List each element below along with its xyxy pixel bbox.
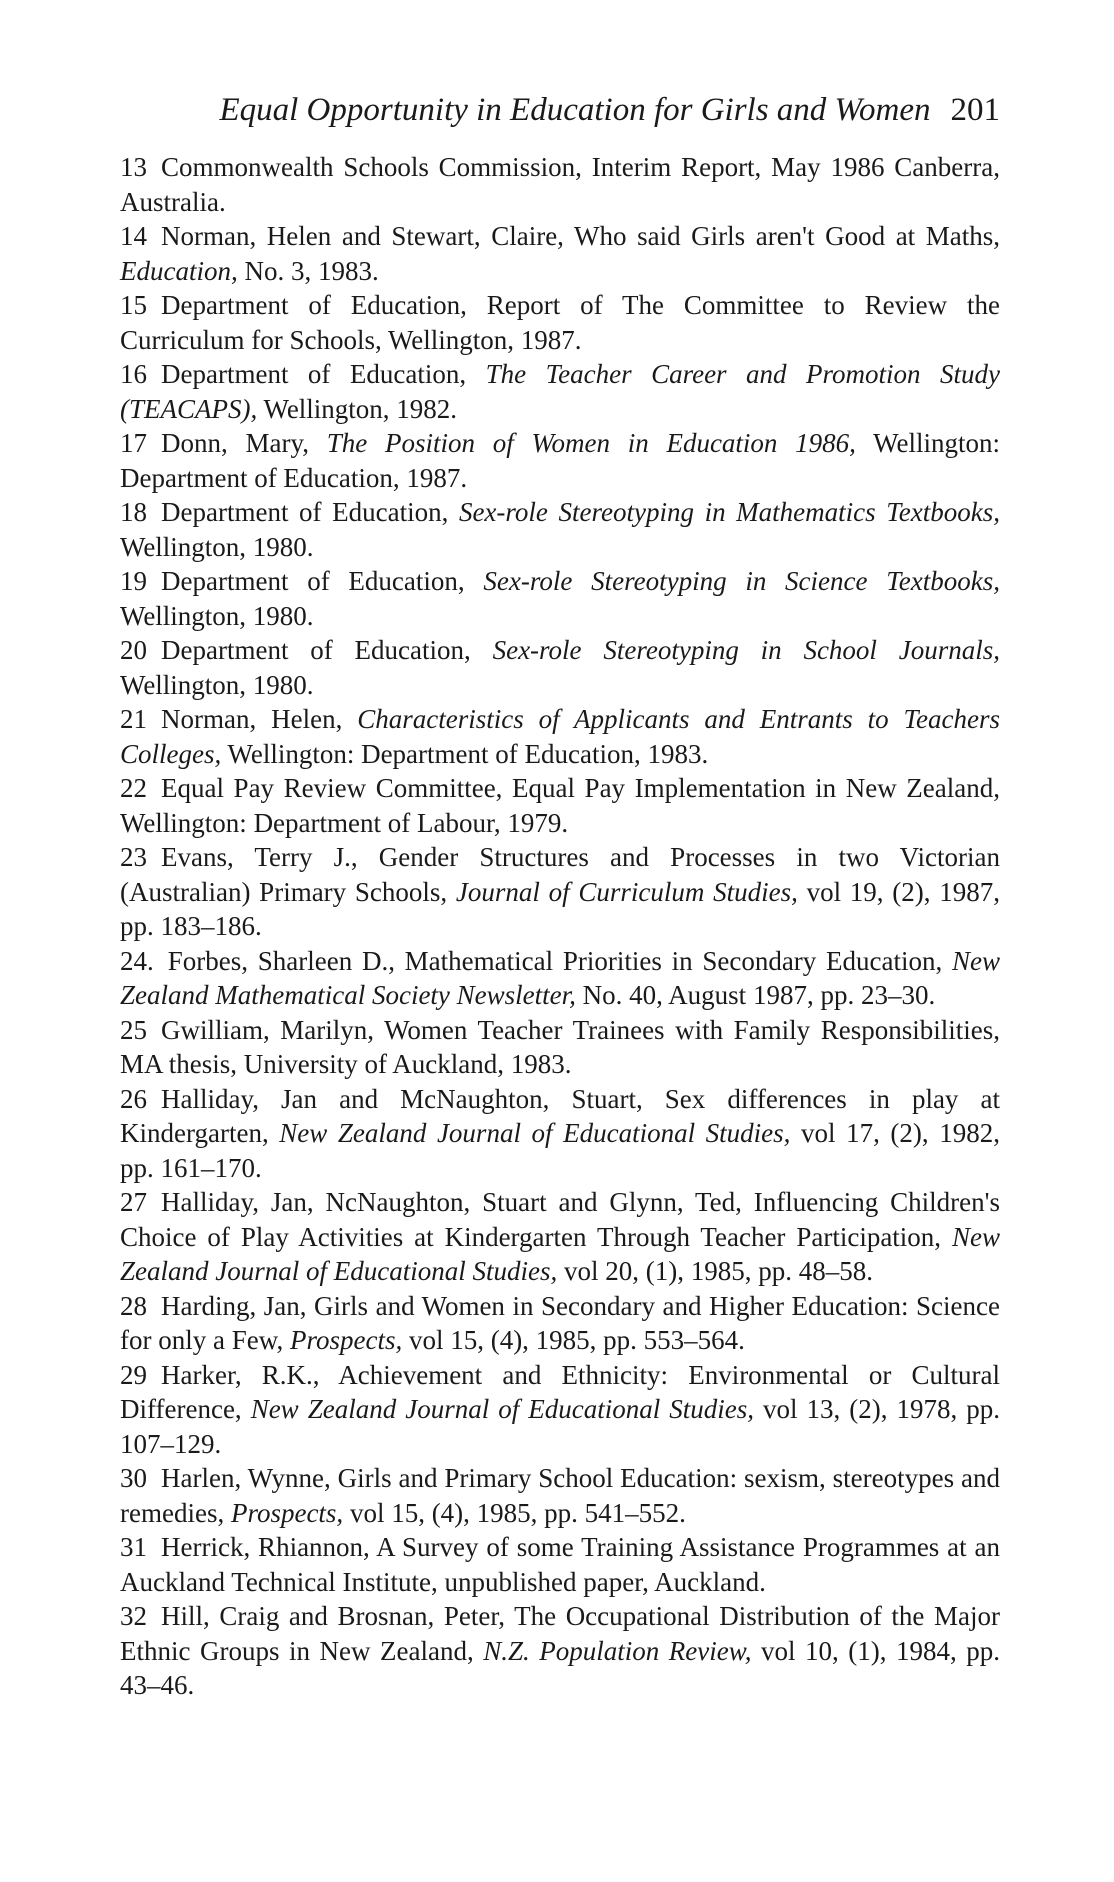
- endnote: [120, 840, 1000, 944]
- endnote: [120, 288, 1000, 357]
- endnote-italic-title: New Zealand Journal of Educational Studies,: [120, 1221, 1000, 1286]
- endnote-italic-title: N.Z. Population Review,: [483, 1635, 752, 1666]
- endnote-text: Wellington: Department of Education, 1987.: [120, 428, 1000, 493]
- endnote-text: Norman, Helen and Stewart, Claire, Who said Girls aren't Good at Maths,: [161, 221, 1000, 251]
- endnote-text: Wellington, 1980.: [120, 531, 314, 562]
- endnote-text: Wellington, 1980.: [120, 600, 314, 631]
- endnote-number: 27: [120, 1187, 147, 1217]
- endnote-text: Department of Education,: [161, 359, 486, 389]
- endnote-italic-title: New Zealand Journal of Educational Studies,: [279, 1118, 791, 1148]
- running-head-title: Equal Opportunity in Education for Girls and Women: [219, 92, 931, 128]
- endnote-text: vol 13, (2), 1978, pp. 107–129.: [120, 1394, 1001, 1459]
- endnote-number: 30: [120, 1463, 147, 1493]
- endnote-text: Forbes, Sharleen D., Mathematical Priorities in Secondary Education,: [167, 945, 952, 976]
- endnote: [120, 944, 1000, 1013]
- endnote-text: vol 15, (4), 1985, pp. 553–564.: [402, 1325, 745, 1355]
- endnote: [120, 1599, 1000, 1703]
- endnote-number: 21: [120, 704, 147, 734]
- endnote-text: Wellington, 1982.: [257, 393, 458, 424]
- endnote-number: 28: [120, 1290, 147, 1321]
- endnote: [120, 150, 1000, 219]
- endnote-text: Evans, Terry J., Gender Structures and Processes in two Victorian (Australian) Primary Schools,: [120, 842, 1000, 907]
- endnote-text: vol 19, (2), 1987, pp. 183–186.: [120, 876, 1001, 941]
- endnote-italic-title: The Position of Women in Education 1986,: [326, 428, 856, 458]
- endnotes-list: [120, 150, 1000, 1703]
- endnote-text: Harker, R.K., Achievement and Ethnicity: Environmental or Cultural Difference,: [120, 1359, 1000, 1424]
- endnote-italic-title: Sex-role Stereotyping in Mathematics Textbooks,: [458, 497, 1000, 527]
- endnote-italic-title: Journal of Curriculum Studies,: [455, 876, 798, 907]
- endnote-text: Gwilliam, Marilyn, Women Teacher Trainees with Family Responsibilities, MA thesis, University of Auckland, 1983.: [120, 1014, 1000, 1079]
- endnote: [120, 495, 1000, 564]
- endnote: [120, 219, 1000, 288]
- endnote-number: 24.: [120, 945, 154, 976]
- endnote-text: Equal Pay Review Committee, Equal Pay Implementation in New Zealand, Wellington: Department of Labour, 1979.: [120, 773, 1000, 838]
- endnote-text: vol 17, (2), 1982, pp. 161–170.: [120, 1118, 1000, 1183]
- endnote-number: 13: [120, 152, 147, 182]
- endnote-number: 14: [120, 221, 147, 251]
- page-number: 201: [950, 92, 1000, 128]
- endnote-text: Harding, Jan, Girls and Women in Secondary and Higher Education: Science for only a Few,: [120, 1290, 1000, 1355]
- endnote: [120, 1358, 1000, 1462]
- endnote-italic-title: Characteristics of Applicants and Entrants to Teachers Colleges,: [120, 704, 1000, 769]
- endnote-number: 32: [120, 1601, 147, 1631]
- endnote: [120, 1185, 1000, 1289]
- endnote-text: Wellington: Department of Education, 1983.: [221, 738, 709, 769]
- endnote: [120, 633, 1000, 702]
- endnote-italic-title: Sex-role Stereotyping in School Journals,: [492, 635, 1000, 665]
- endnote-italic-title: Prospects,: [230, 1497, 344, 1528]
- endnote-text: No. 40, August 1987, pp. 23–30.: [575, 980, 936, 1010]
- endnote-text: Commonwealth Schools Commission, Interim Report, May 1986 Canberra, Australia.: [120, 152, 1000, 217]
- endnote-number: 15: [120, 290, 147, 320]
- endnote: [120, 1013, 1000, 1082]
- endnote-text: Hill, Craig and Brosnan, Peter, The Occupational Distribution of the Major Ethnic Groups in New Zealand,: [120, 1601, 1000, 1666]
- endnote-text: Halliday, Jan and McNaughton, Stuart, Sex differences in play at Kindergarten,: [120, 1083, 1000, 1148]
- endnote-number: 26: [120, 1083, 147, 1114]
- endnote-text: Harlen, Wynne, Girls and Primary School Education: sexism, stereotypes and remedies,: [120, 1463, 1000, 1528]
- endnote-text: vol 10, (1), 1984, pp. 43–46.: [120, 1635, 1001, 1700]
- endnote: [120, 564, 1000, 633]
- endnote-number: 29: [120, 1359, 147, 1390]
- endnote: [120, 1530, 1000, 1599]
- endnote-text: Wellington, 1980.: [120, 669, 314, 700]
- endnote: [120, 1082, 1000, 1186]
- endnote-number: 17: [120, 428, 147, 458]
- endnote-text: vol 15, (4), 1985, pp. 541–552.: [343, 1497, 686, 1528]
- endnote-text: Department of Education, Report of The Committee to Review the Curriculum for Schools, Wellington, 1987.: [120, 290, 1000, 355]
- endnote-number: 20: [120, 635, 147, 665]
- endnote-number: 19: [120, 566, 147, 596]
- endnote-text: Department of Education,: [161, 497, 459, 527]
- endnote: [120, 1289, 1000, 1358]
- endnote-text: Halliday, Jan, NcNaughton, Stuart and Glynn, Ted, Influencing Children's Choice of Play Activities at Kindergarten Through Teacher Participation,: [120, 1187, 1000, 1252]
- endnote-number: 31: [120, 1532, 147, 1562]
- endnote-text: vol 20, (1), 1985, pp. 48–58.: [557, 1256, 873, 1286]
- endnote-number: 18: [120, 497, 147, 527]
- running-head: [219, 92, 1000, 129]
- endnote-number: 25: [120, 1014, 147, 1045]
- endnote-italic-title: Prospects,: [289, 1325, 403, 1355]
- endnote-italic-title: Sex-role Stereotyping in Science Textbooks,: [483, 566, 1000, 596]
- endnote-text: Norman, Helen,: [161, 704, 358, 734]
- endnote: [120, 426, 1000, 495]
- endnote-text: Donn, Mary,: [161, 428, 327, 458]
- endnote: [120, 1461, 1000, 1530]
- endnote-text: Herrick, Rhiannon, A Survey of some Training Assistance Programmes at an Auckland Technical Institute, unpublished paper, Auckland.: [120, 1532, 1000, 1597]
- endnote-italic-title: Education,: [120, 255, 238, 286]
- endnote-text: Department of Education,: [161, 566, 484, 596]
- endnote-italic-title: New Zealand Mathematical Society Newsletter,: [120, 945, 1000, 1010]
- endnote-number: 23: [120, 842, 147, 872]
- endnote-italic-title: The Teacher Career and Promotion Study (TEACAPS),: [120, 359, 1000, 424]
- endnote-number: 22: [120, 773, 147, 803]
- endnote: [120, 771, 1000, 840]
- endnote: [120, 357, 1000, 426]
- endnote: [120, 702, 1000, 771]
- endnote-italic-title: New Zealand Journal of Educational Studies,: [250, 1394, 754, 1424]
- endnote-text: Department of Education,: [161, 635, 493, 665]
- endnote-text: No. 3, 1983.: [237, 255, 379, 286]
- endnote-number: 16: [120, 359, 147, 389]
